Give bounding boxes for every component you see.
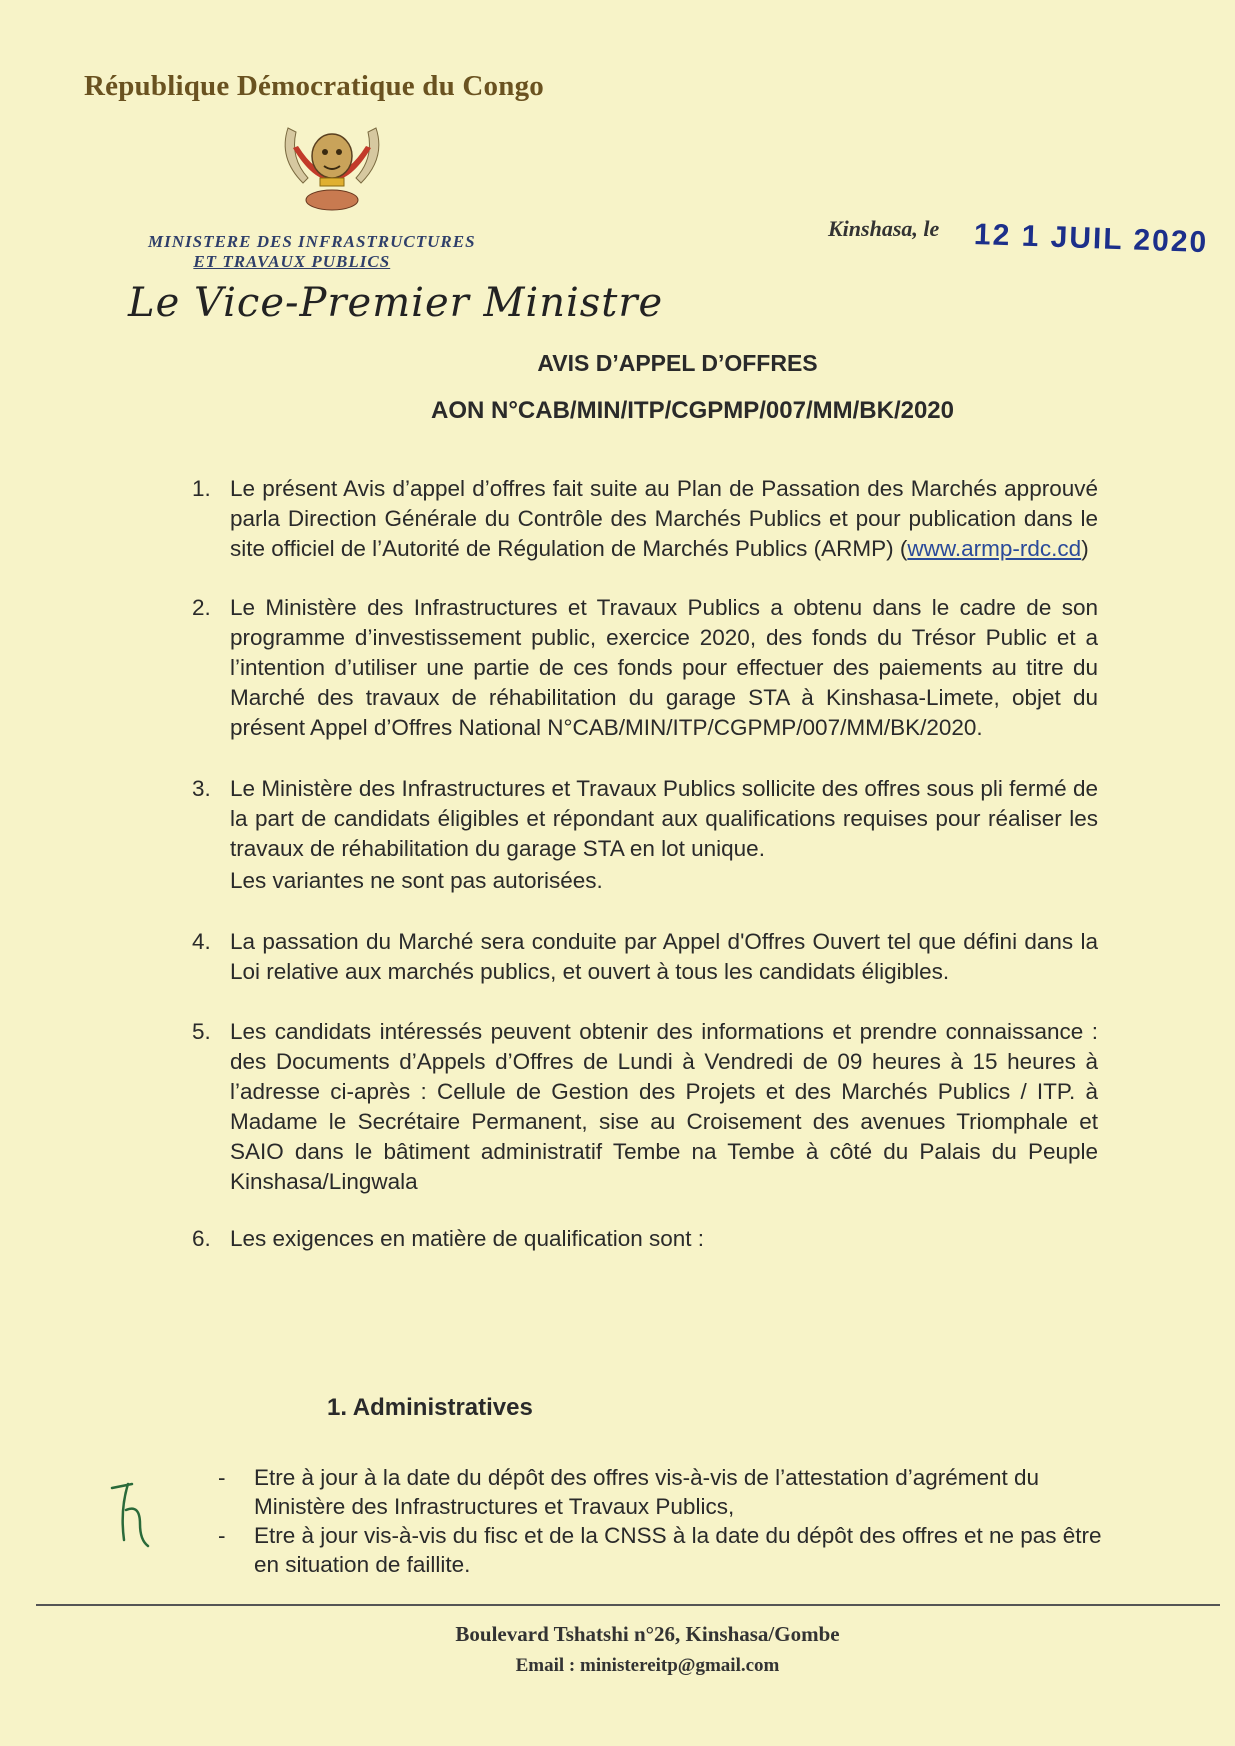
list-item <box>190 593 1098 743</box>
bullet-text: Etre à jour vis-à-vis du fisc et de la CNSS à la date du dépôt des offres et ne pas être en situation de faillite. <box>254 1523 1102 1577</box>
item-number: 6. <box>192 1226 211 1251</box>
list-item <box>190 774 1098 896</box>
notice-title: AVIS D’APPEL D’OFFRES <box>537 350 818 376</box>
list-item <box>190 1224 1098 1254</box>
ministry-name <box>148 232 476 272</box>
list-item <box>190 1017 1098 1197</box>
list-item <box>190 474 1098 564</box>
footer-address: Boulevard Tshatshi n°26, Kinshasa/Gombe <box>455 1622 840 1646</box>
item-number: 1. <box>192 476 211 501</box>
bullet-text: Etre à jour à la date du dépôt des offres vis-à-vis de l’attestation d’agrément du Ministère des Infrastructures et Travaux Publics, <box>254 1465 1040 1519</box>
item-text: La passation du Marché sera conduite par Appel d'Offres Ouvert tel que défini dans la Loi relative aux marchés publics, et ouvert à tous les candidats éligibles. <box>230 929 1098 984</box>
republic-header: République Démocratique du Congo <box>84 70 544 102</box>
item-number: 2. <box>192 595 211 620</box>
requirements-list <box>214 1463 1114 1579</box>
list-item <box>214 1463 1114 1521</box>
subsection-heading: 1. Administratives <box>327 1394 533 1421</box>
ministry-line-2: ET TRAVAUX PUBLICS <box>193 252 391 271</box>
coat-of-arms-icon <box>268 118 396 218</box>
bullet-dash: - <box>218 1523 226 1548</box>
notice-reference: AON N°CAB/MIN/ITP/CGPMP/007/MM/BK/2020 <box>430 397 955 424</box>
armp-website-link[interactable]: www.armp-rdc.cd <box>907 536 1082 561</box>
footer-email: Email : ministereitp@gmail.com <box>515 1655 780 1676</box>
item-number: 4. <box>192 929 211 954</box>
bullet-dash: - <box>218 1465 226 1490</box>
place-date-label: Kinshasa, le <box>828 216 940 241</box>
footer-divider <box>36 1604 1220 1606</box>
item-text: Le Ministère des Infrastructures et Travaux Publics sollicite des offres sous pli fermé de la part de candidats éligibles et répondant aux qualifications requises pour réaliser les travaux de réhabilitation du garage STA en lot unique. <box>230 776 1098 861</box>
item-text-end: ) <box>1081 536 1089 561</box>
item-text: Le présent Avis d’appel d’offres fait suite au Plan de Passation des Marchés approuvé parla Direction Générale du Contrôle des Marchés Publics et pour publication dans le site officiel de l’Autorité de Régulation de Marchés Publics (ARMP) ( <box>230 476 1098 561</box>
item-text: Les candidats intéressés peuvent obtenir des informations et prendre connaissance : des Documents d’Appels d’Offres de Lundi à Vendredi de 09 heures à 15 heures à l’adresse ci-après : Cellule de Gestion des Projets et des Marchés Publics / ITP. à Madame le Secrétaire Permanent, sise au Croisement des avenues Triomphale et SAIO dans le bâtiment administratif Tembe na Tembe à côté du Palais du Peuple Kinshasa/Lingwala <box>230 1019 1098 1194</box>
item-number: 5. <box>192 1019 211 1044</box>
handwritten-initial-icon <box>106 1480 156 1552</box>
item-text: Les exigences en matière de qualification sont : <box>230 1226 705 1251</box>
ministry-line-1: MINISTERE DES INFRASTRUCTURES <box>148 232 476 251</box>
date-stamp: 12 1 JUIL 2020 <box>973 218 1209 260</box>
list-item <box>214 1521 1114 1579</box>
item-text-secondary: Les variantes ne sont pas autorisées. <box>230 868 603 893</box>
item-text: Le Ministère des Infrastructures et Travaux Publics a obtenu dans le cadre de son programme d’investissement public, exercice 2020, des fonds du Trésor Public et a l’intention d’utiliser une partie de ces fonds pour effectuer des paiements au titre du Marché des travaux de réhabilitation du garage STA à Kinshasa-Limete, objet du présent Appel d’Offres National N°CAB/MIN/ITP/CGPMP/007/MM/BK/2020. <box>230 595 1098 740</box>
list-item <box>190 927 1098 987</box>
numbered-items <box>190 474 1098 1254</box>
vice-prime-minister-title: Le Vice-Premier Ministre <box>128 280 664 326</box>
item-number: 3. <box>192 776 211 801</box>
